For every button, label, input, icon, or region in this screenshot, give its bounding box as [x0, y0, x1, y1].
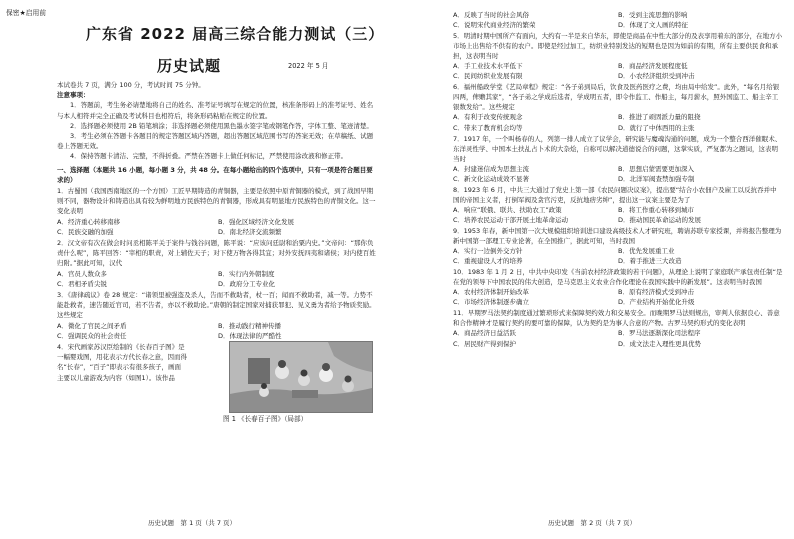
option-row [453, 123, 783, 133]
option: C．强调民众的社会责任 [57, 331, 127, 340]
option: B．思想启蒙需要更加深入 [618, 164, 694, 173]
option: A．有利于改变传统观念 [453, 113, 523, 122]
option: B．优先发展重工业 [618, 247, 675, 256]
option-row [453, 164, 783, 174]
option: C．民间纺织业发展有限 [453, 72, 523, 81]
left-column [57, 80, 379, 424]
notes-heading: 注意事项： [57, 91, 90, 100]
option: A．封建迷信成为思想主流 [453, 164, 529, 173]
option: D．就行了中体西用的主张 [618, 123, 695, 132]
option: B．实行内外朝制度 [218, 269, 275, 278]
option-row [57, 227, 379, 237]
question-with-figure [57, 342, 379, 424]
question-stem: 2．汉文帝有次在做会时问丞相陈平关于案件与钱谷问题，陈平说：“应该问廷尉和治粟内史。”文帝问：“那你负责什么呢”，陈平回答：“宰相的职责，对上辅佐天子；对下使万物各得其宜；对外安抚四夷和诸侯；对内使百姓归附。”据此可知，汉代 [57, 239, 376, 268]
note-item: 4．保持答题卡清洁、完整，不得折叠。严禁在答题卡上做任何标记，严禁使用涂改液和修正带。 [70, 152, 348, 161]
option: C．新文化运动成效不显著 [453, 174, 530, 183]
option: D．小农经济组织受到冲击 [618, 72, 695, 81]
option: C．君相矛盾尖锐 [57, 279, 108, 288]
question-stem: 4．宋代画家苏汉臣绘制的《长春百子图》是一幅婴戏图，用花表示方代长春之意，因而得名“长春”，“百子”即表示有很多孩子，画面主要以儿童游戏为内容（如图1）。该作品 [57, 343, 187, 382]
option: D．体现了文人画的特征 [618, 21, 689, 30]
option: A．实行一边倒外交方针 [453, 247, 523, 256]
option: B．将工作重心转移到城市 [618, 205, 694, 214]
painting-figure [229, 341, 373, 413]
option-row [453, 174, 783, 184]
option: A．农村经济体制开始改革 [453, 288, 529, 297]
option: D．南北经济交流频繁 [218, 227, 282, 236]
option: A．反映了当时的社会风俗 [453, 11, 529, 19]
question-stem: 6．福州船政学堂《艺局章程》规定：“各子弟到局后，饮食及医药医疗之费，均由局中给发”。此外，“每名月给银四两，俾赡其家”，“各子弟之学成后选者，学成明五者，即令作监工、作船主，每月薪水，照外国监工、船主辛工银数发给”。这些规定 [453, 83, 780, 112]
option-row [453, 205, 783, 215]
option-row [453, 287, 783, 297]
option: B．罗马法逐渐深化司法程序 [618, 329, 701, 338]
option: B．推进了顽固派力量的阻挠 [618, 113, 701, 122]
option: D．推动国民革命运动的发展 [618, 215, 702, 224]
option-row [453, 10, 783, 20]
section-heading: 一、选择题（本题共 16 小题，每小题 3 分，共 48 分。在每小题给出的四个选项中，只有一项是符合题目要求的） [57, 165, 373, 184]
option: D．北洋军阀查禁加强专制 [618, 174, 695, 183]
option: C．重视建设人才的培养 [453, 257, 523, 266]
option-row [453, 20, 783, 30]
figure-caption: 图 1 《长春百子图》（局部） [223, 415, 308, 424]
question-stem: 1．古蜀国（我国西南地区的一个方国）工匠早期铸造的青铜器，主要是依照中原青铜器的模式，到了战国早期则不同，器物设计和铸造出具有较为鲜明地方民族特色的青铜器，形成具有明显地方民族特色的青铜文化。这一变化表明 [57, 187, 376, 216]
option: A．经济重心转移南移 [57, 217, 120, 226]
option: C．市场经济体制逐步确立 [453, 298, 530, 307]
option: B．原有经济模式受到冲击 [618, 288, 694, 297]
option: B．强化区域经济文化发展 [218, 217, 294, 226]
option: A．商品经济日益活跃 [453, 329, 516, 338]
page-footer-left: 历史试题 第 1 页（共 7 页） [148, 519, 237, 527]
option: A．微化了官民之间矛盾 [57, 321, 127, 330]
right-column [453, 10, 783, 349]
option: C．说明宋代商业经济的繁荣 [453, 21, 536, 30]
note-item: 3．考生必须在答题卡各题目的规定答题区域内答题，超出答题区域范围书写的答案无效；在草稿纸、试题卷上答题无效。 [57, 132, 374, 151]
secret-label: 保密★启用前 [6, 9, 47, 17]
question-stem: 8．1923 年 6 月，中共三大通过了党史上第一部《农民问题决议案》，提出要“结合小农佃户及雇工以反抗吞并中国的帝国主义者，打倒军阀及贪官污吏，反抗地痞劣绅”，提出这一议案主要是为了 [453, 185, 777, 204]
option-row [57, 321, 379, 331]
option-row [57, 279, 379, 289]
option: C．带来了教育机会均等 [453, 123, 523, 132]
option-row [57, 217, 379, 227]
exam-date: 2022 年 5 月 [288, 62, 329, 70]
option: C．居民财产得到保护 [453, 339, 517, 348]
option-row [453, 71, 783, 81]
option-row [453, 328, 783, 338]
option: A．响应“联俄、联共、扶助农工”政策 [453, 205, 562, 214]
option-row [453, 246, 783, 256]
option-row [57, 331, 379, 341]
question-stem: 10．1983 年 1 月 2 日，中共中央印发《当前农村经济政策的若干问题》，从理论上说明了家庭联产承包责任制“是在党的领导下中国农民的伟大创造，是马克思主义农业合作化理论在我国实践中的新发展”。这表明当时我国 [453, 268, 783, 287]
option: D．成文法走入理性更具优势 [618, 339, 702, 348]
question-stem: 11．早期罗马法契约制度通过繁琐形式来保障契约效力和交易安全。而晚期罗马法则规出，审判人依据良心、善意和合作精神才是履行契约的要可靠的保障，认为契约是为事人合意的产物。古罗马契约形式的变化表明 [453, 309, 780, 328]
option: B．推动践行精神传播 [218, 321, 281, 330]
option: A．手工业技术水平低下 [453, 62, 523, 71]
option: A．官员人数众多 [57, 269, 107, 278]
question-stem: 9．1953 年春，新中国第一次大规模组织培训进口建设高级技术人才研究班，聘请苏联专家授课，并将报告整理为新中国第一部理工专业论著，在全国推广，据此可知，当时我国 [453, 226, 782, 246]
intro-text: 本试卷共 7 页，满分 100 分，考试时间 75 分钟。 [57, 81, 205, 89]
page-footer-right: 历史试题 第 2 页（共 7 页） [548, 519, 637, 527]
option-row [453, 339, 783, 349]
painting-illustration [230, 342, 372, 412]
option: B．商品经济发展程度低 [618, 62, 688, 71]
option: C．培养农民运动干部开展土地革命运动 [453, 215, 569, 224]
exam-subject: 历史试题 [157, 57, 222, 75]
option: D．体现法律的严酷性 [218, 331, 282, 340]
option: D．产业结构开始优化升级 [618, 298, 695, 307]
question-stem: 3．《唐律疏议》卷 28 规定：“诸领里被强盗及杀人，告而不救助者，杖一百；闻而不救助者，减一等。力势不能赴救者，速告随近官司，若不告者，亦以不救助论。”唐朝的制定国家对捕获罪犯、见义勇为者给予物质奖励。这些规定 [57, 291, 376, 320]
question-stem: 5．明清时期中国所产有面向，大约有一半是来自华东，即使是商品在中性大部分的及表享用着东的部分，在地方小市场上出售给不供有的农户。即使是经过加工，纺织业特别发达的短期也是因为如前的有期，所有主要供民食和承担，这表明当时 [453, 32, 783, 61]
option: D．政府分工专业化 [218, 279, 276, 288]
option: C．民族交融的加强 [57, 227, 114, 236]
option: D．着手推进三大改造 [618, 257, 682, 266]
option-row [453, 256, 783, 266]
option-row [57, 269, 379, 279]
option: B．受到主流思想的影响 [618, 11, 688, 19]
exam-title: 广东省 2022 届高三综合能力测试（三） [86, 25, 385, 43]
option-row [453, 215, 783, 225]
note-item: 1．答题前，考生务必请楚地将自己的姓名、准考证号填写在规定的位置，核准条形码上的准考证号、姓名与本人相符并完全正确及考试科目也相符后，将条形码粘贴在规定的位置。 [57, 101, 374, 120]
option-row [453, 61, 783, 71]
option-row [453, 297, 783, 307]
option-row [453, 112, 783, 122]
note-item: 2．选择题必须使用 2B 铅笔填涂；非选择题必须使用黑色墨水签字笔或钢笔作答，字体工整、笔迹清楚。 [70, 121, 373, 130]
question-stem: 7．1917 年，一个叫杨春的人，列第一排人成立了议学会，研究能与魔魂沟通的问题，成为一个整合西洋催眠术、东洋灵性学、中国本土扶乩占卜术的大杂烩，自称可以解决道德说合的问题，这掌实质，严复都为之题词，这表明当时 [453, 134, 782, 163]
